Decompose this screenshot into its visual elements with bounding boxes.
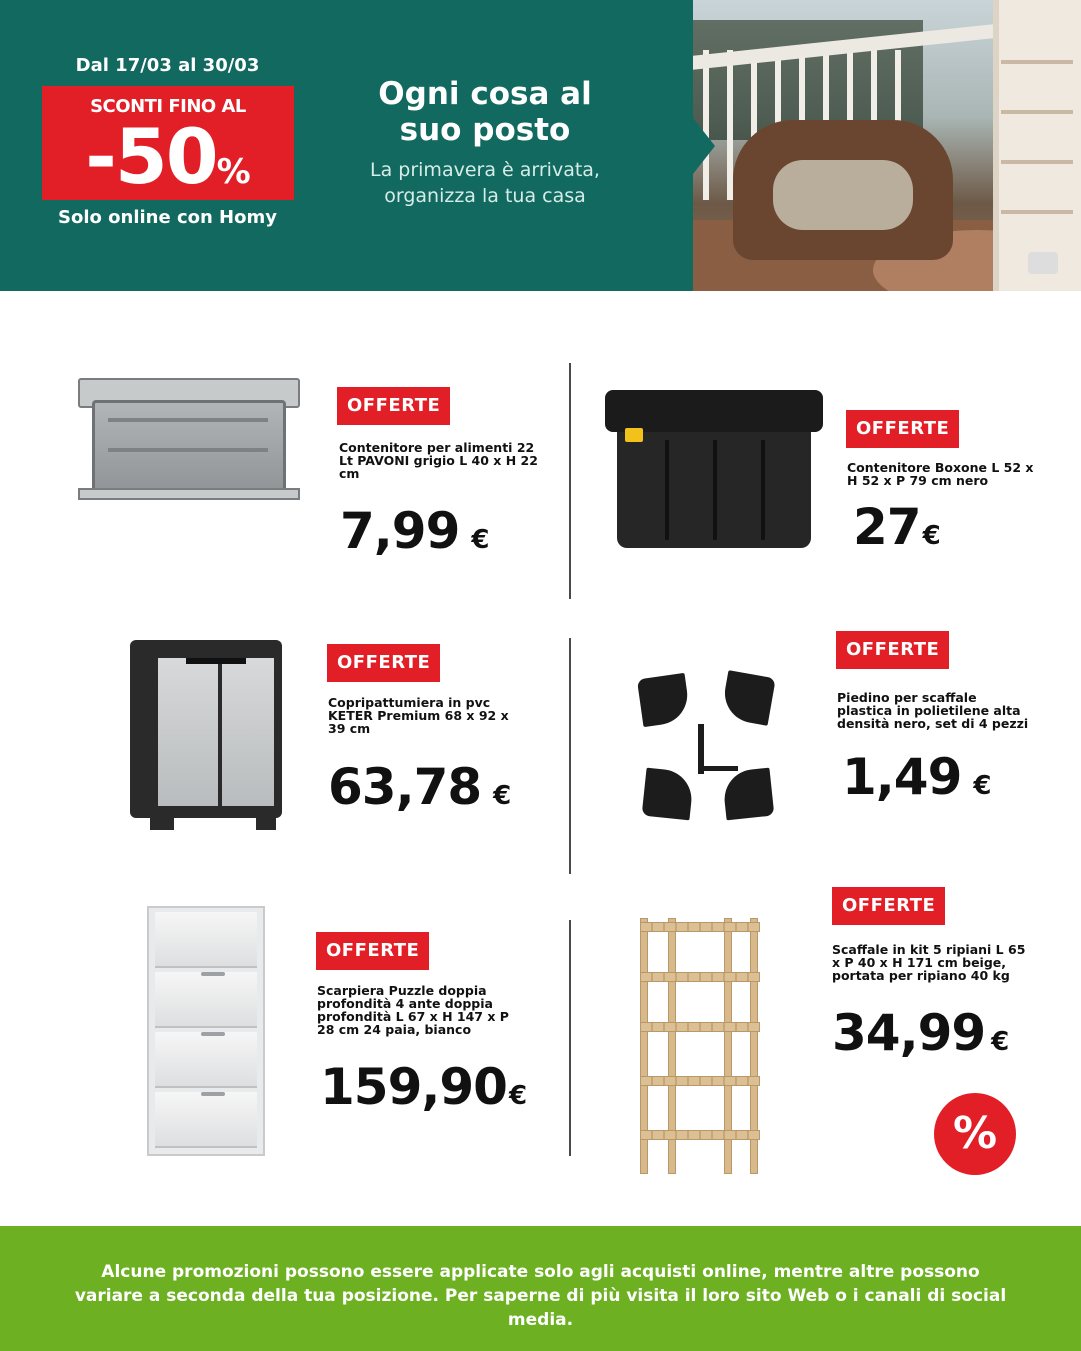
disclaimer-text xyxy=(40,1260,1041,1332)
product-price xyxy=(340,502,490,560)
offer-badge: OFFERTE xyxy=(832,887,945,925)
offer-badge: OFFERTE xyxy=(337,387,450,425)
product-price xyxy=(853,498,941,556)
product-name: Contenitore per alimenti 22 Lt PAVONI grigio L 40 x H 22 cm xyxy=(339,440,538,481)
product-name: Scaffale in kit 5 ripiani L 65 x P 40 x H 171 cm beige, portata per ripiano 40 kg xyxy=(832,942,1026,983)
price-currency: € xyxy=(973,771,992,801)
discount-box xyxy=(42,86,294,200)
product-price xyxy=(328,758,512,816)
column-divider xyxy=(569,638,571,874)
hero-title-line1: Ogni cosa al xyxy=(378,76,592,112)
price-amount: 159,90 xyxy=(320,1058,507,1116)
discount-number: -50 xyxy=(85,112,217,201)
product-price xyxy=(320,1058,528,1116)
product-price xyxy=(842,748,992,806)
product-name: Copripattumiera in pvc KETER Premium 68 x 92 x 39 cm xyxy=(328,695,509,736)
percent-icon[interactable]: % xyxy=(934,1093,1016,1175)
price-currency: € xyxy=(493,781,512,811)
price-currency: € xyxy=(471,525,490,555)
hero-title-line2: suo posto xyxy=(399,112,571,148)
wooden-shelf-icon xyxy=(640,918,760,1174)
disclaimer-line1: Alcune promozioni possono essere applicate solo agli acquisti online, mentre altre possono xyxy=(101,1262,980,1282)
product-name: Piedino per scaffale plastica in polietilene alta densità nero, set di 4 pezzi xyxy=(837,690,1029,731)
product-name: Scarpiera Puzzle doppia profondità 4 ante doppia profondità L 67 x H 147 x P 28 cm 24 paia, bianco xyxy=(317,983,509,1037)
bin-cabinet-icon xyxy=(130,640,282,830)
price-amount: 27 xyxy=(853,498,921,556)
offer-badge: OFFERTE xyxy=(327,644,440,682)
discount-caption: SCONTI FINO AL xyxy=(90,96,246,117)
column-divider xyxy=(569,920,571,1156)
hero-subtitle-line1: La primavera è arrivata, xyxy=(370,159,600,181)
offer-badge: OFFERTE xyxy=(836,631,949,669)
product-name: Contenitore Boxone L 52 x H 52 x P 79 cm nero xyxy=(847,460,1034,488)
shoe-cabinet-icon xyxy=(147,906,265,1156)
price-currency: € xyxy=(922,521,941,551)
disclaimer-line2: variare a seconda della tua posizione. Per saperne di più visita il loro sito Web o i canali di social media. xyxy=(74,1286,1007,1330)
disclaimer-footer xyxy=(0,1226,1081,1351)
price-currency: € xyxy=(991,1027,1010,1057)
shelf-feet-icon xyxy=(638,672,786,828)
hero-subtitle xyxy=(340,157,630,209)
hero-title xyxy=(340,76,630,148)
price-amount: 34,99 xyxy=(832,1004,986,1062)
promo-header xyxy=(0,0,1081,291)
grey-crate-icon xyxy=(78,378,300,504)
date-range: Dal 17/03 al 30/03 xyxy=(75,55,260,76)
offer-badge: OFFERTE xyxy=(316,932,429,970)
balcony-photo xyxy=(693,0,1081,291)
price-amount: 1,49 xyxy=(842,748,962,806)
online-note: Solo online con Homy xyxy=(58,207,277,228)
offer-badge: OFFERTE xyxy=(846,410,959,448)
product-price xyxy=(832,1004,1010,1062)
price-amount: 7,99 xyxy=(340,502,460,560)
discount-value xyxy=(42,114,294,215)
photo-notch xyxy=(693,118,715,174)
price-currency: € xyxy=(508,1081,528,1111)
price-amount: 63,78 xyxy=(328,758,482,816)
discount-percent-sign: % xyxy=(216,152,251,192)
hero-subtitle-line2: organizza la tua casa xyxy=(384,185,586,207)
column-divider xyxy=(569,363,571,599)
black-storage-box-icon xyxy=(605,390,823,550)
